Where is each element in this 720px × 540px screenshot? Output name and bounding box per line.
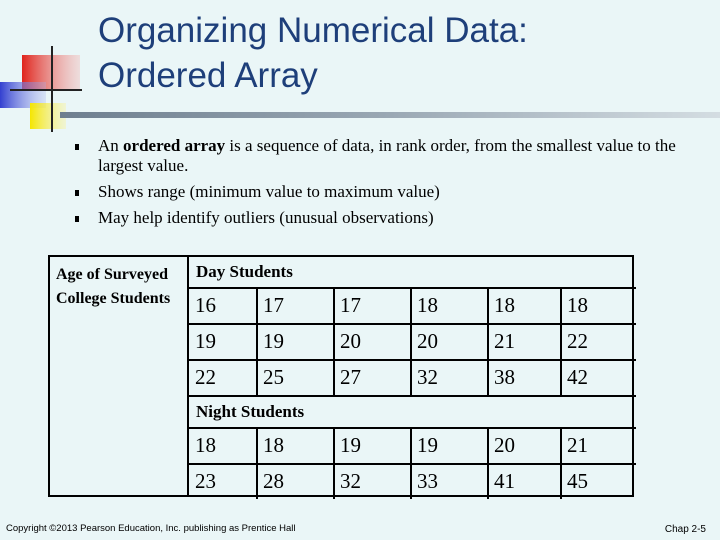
page-number: Chap 2-5 [664,524,706,535]
table-cell: 17 [340,293,361,317]
table-cell: 23 [195,469,216,493]
table-cell: 32 [340,469,361,493]
table-cell: 38 [494,365,515,389]
table-cell: 27 [340,365,361,389]
table-cell: 42 [567,365,588,389]
table-cell: 22 [195,365,216,389]
table-cell: 21 [494,329,515,353]
title-line-2: Ordered Array [98,56,318,95]
bullet-list [68,136,688,234]
title-line-1: Organizing Numerical Data: [98,11,528,50]
bullet-item: An ordered array is a sequence of data, in rank order, from the smallest value to the largest value. [68,136,688,176]
table-rule [256,287,258,395]
table-cell: 19 [195,329,216,353]
bullet-item: May help identify outliers (unusual observations) [68,208,688,228]
table-rule [560,287,562,395]
table-cell: 16 [195,293,216,317]
bullet-marker-icon [75,216,79,222]
corner-decoration [0,0,100,140]
table-rule [487,287,489,395]
table-cell: 19 [340,433,361,457]
table-cell: 21 [567,433,588,457]
table-rule [410,427,412,499]
table-row-header: Age of Surveyed College Students [56,266,171,307]
copyright-footer: Copyright ©2013 Pearson Education, Inc. publishing as Prentice Hall [6,523,296,534]
table-cell: 18 [195,433,216,457]
table-rule [410,287,412,395]
table-cell: 19 [417,433,438,457]
table-cell: 20 [340,329,361,353]
table-cell: 18 [417,293,438,317]
section-label: Day Students [196,262,293,281]
table-cell: 28 [263,469,284,493]
table-cell: 18 [263,433,284,457]
table-cell: 32 [417,365,438,389]
table-cell: 18 [494,293,515,317]
table-cell: 33 [417,469,438,493]
bullet-item: Shows range (minimum value to maximum value) [68,182,688,202]
table-cell: 20 [494,433,515,457]
table-cell: 20 [417,329,438,353]
table-cell: 25 [263,365,284,389]
table-cell: 22 [567,329,588,353]
table-cell: 45 [567,469,588,493]
title-divider [60,112,720,118]
ordered-array-table [48,255,634,497]
table-grid [187,257,636,497]
table-rule [333,287,335,395]
table-cell: 17 [263,293,284,317]
table-rule [560,427,562,499]
table-rule [256,427,258,499]
bullet-marker-icon [75,144,79,150]
slide-title [98,8,698,98]
table-cell: 18 [567,293,588,317]
bullet-marker-icon [75,190,79,196]
table-rule [487,427,489,499]
table-cell: 19 [263,329,284,353]
table-rule [333,427,335,499]
section-label: Night Students [196,402,305,421]
table-cell: 41 [494,469,515,493]
